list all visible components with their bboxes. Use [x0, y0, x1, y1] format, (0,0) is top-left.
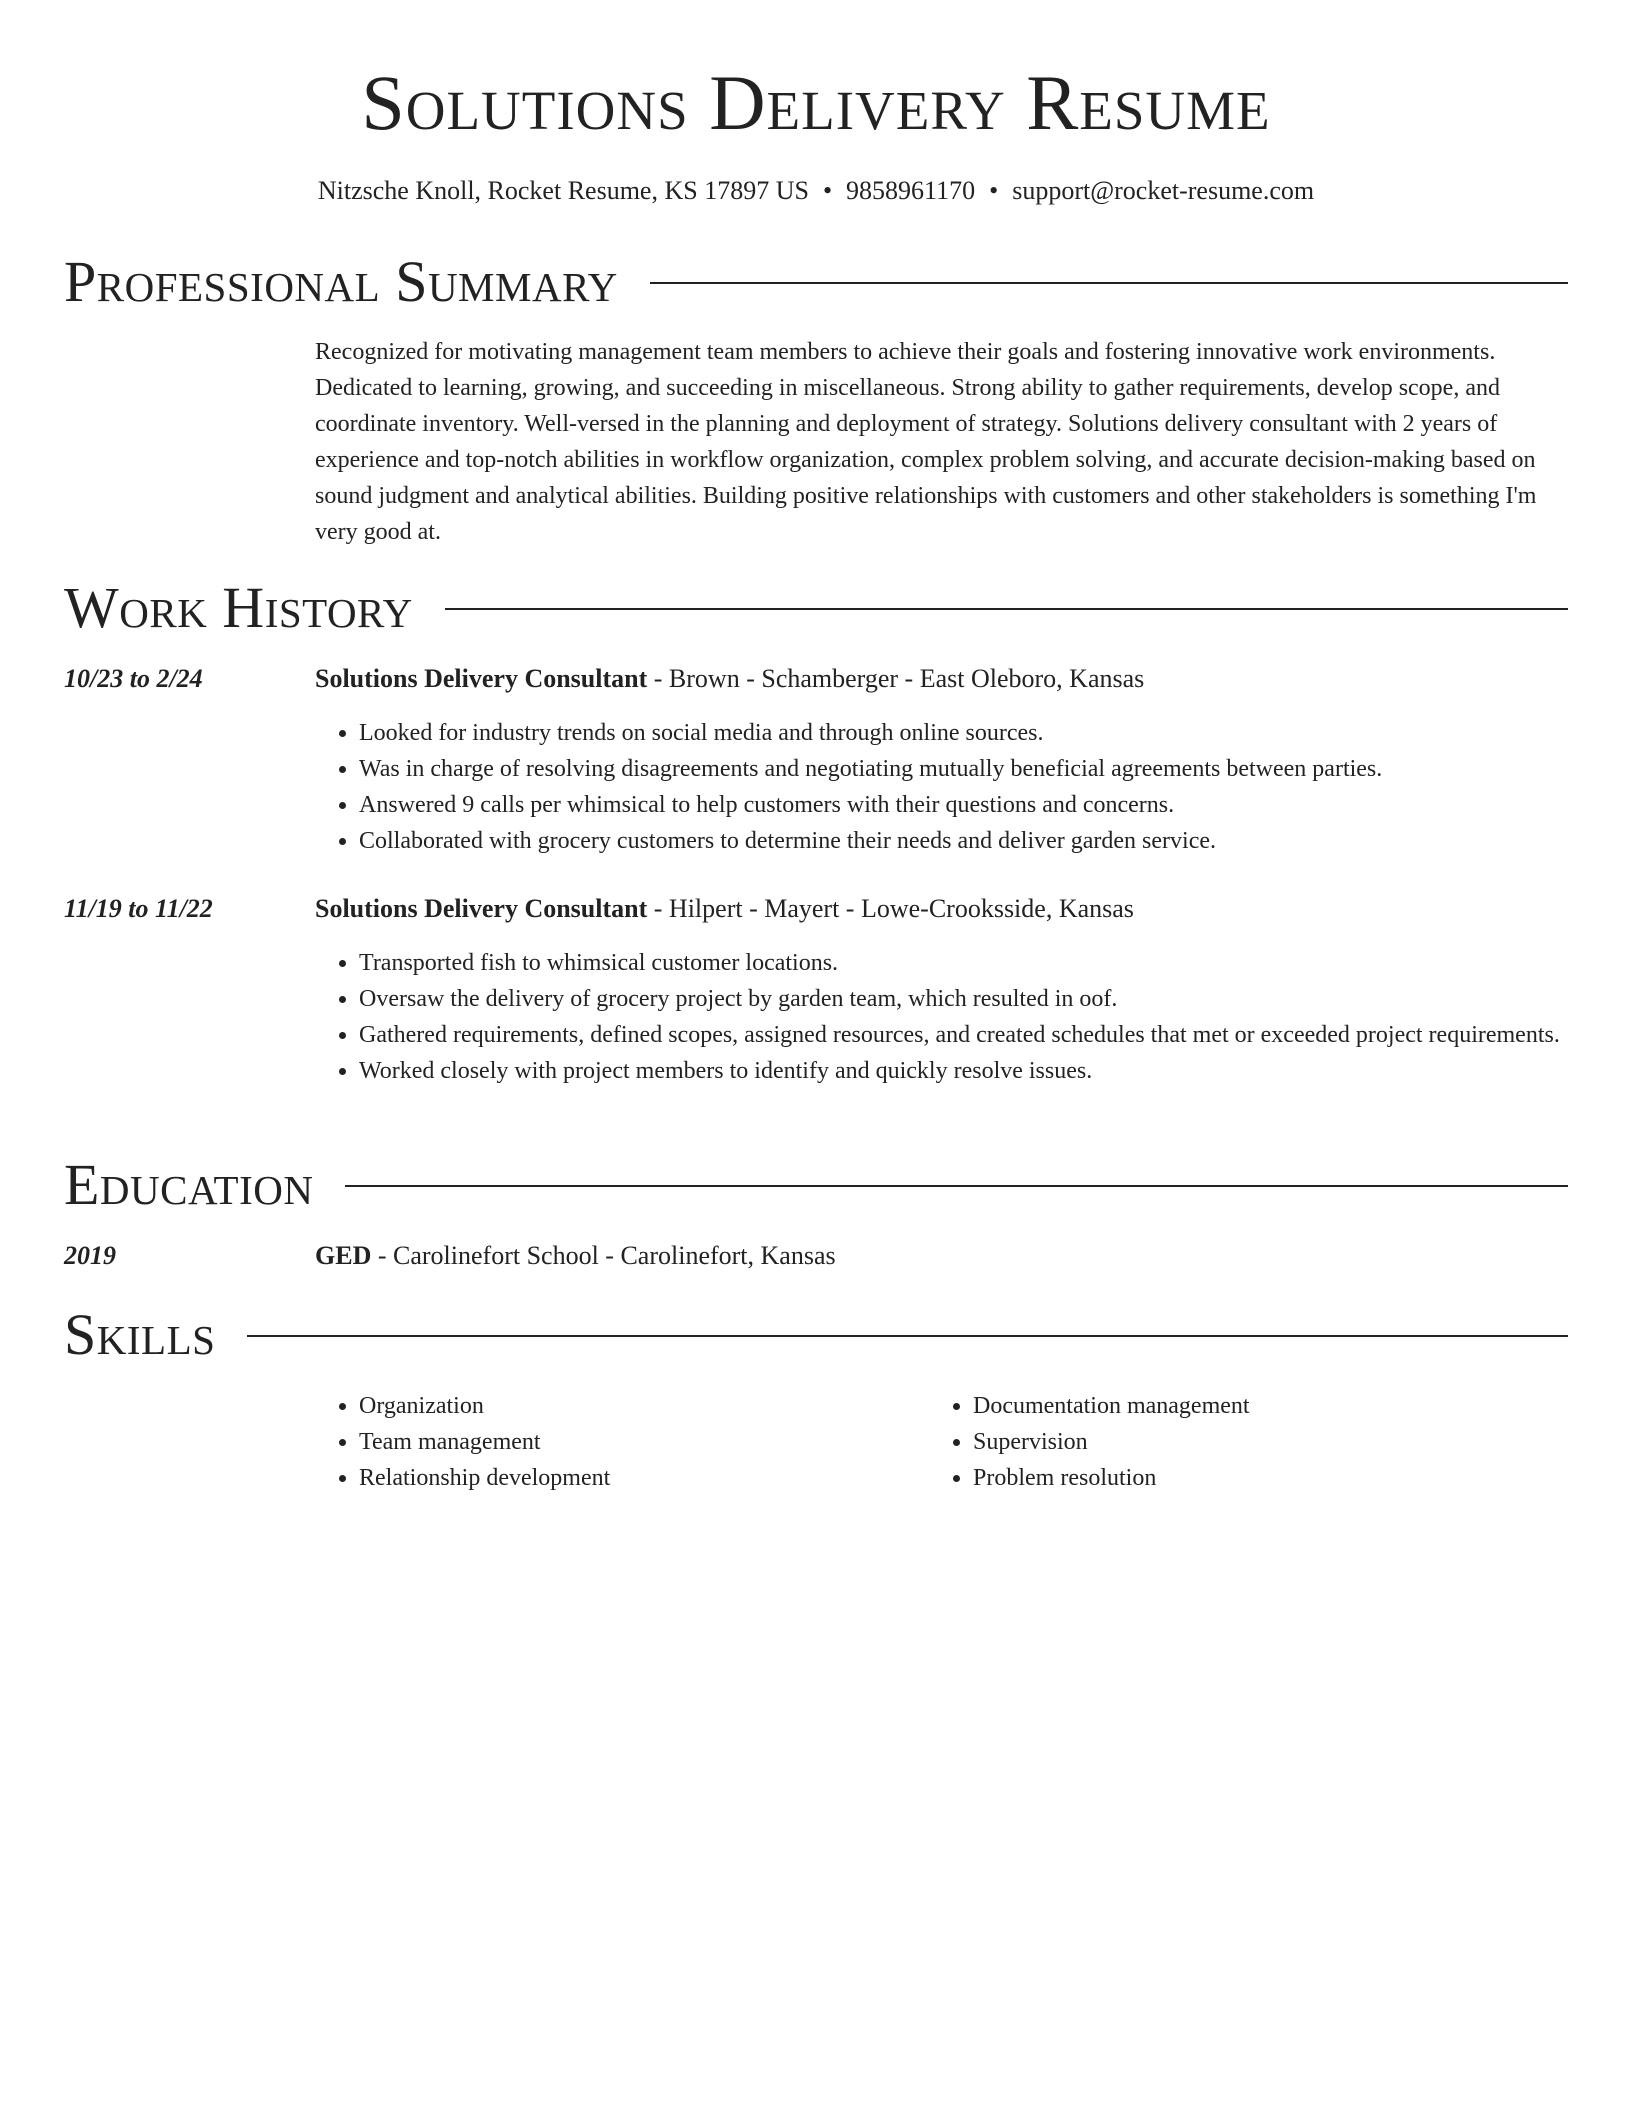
resume-title: Solutions Delivery Resume [361, 59, 1271, 146]
skill-item: • Documentation management [973, 1388, 1568, 1424]
skill-item: • Problem resolution [973, 1460, 1568, 1496]
job-title: Solutions Delivery Consultant [315, 894, 648, 923]
contact-address: Nitzsche Knoll, Rocket Resume, KS 17897 US [317, 176, 809, 205]
education-heading: Education [64, 1152, 314, 1217]
education-year: 2019 [64, 1241, 116, 1270]
job-bullet: • Worked closely with project members to identify and quickly resolve issues. [359, 1053, 1568, 1089]
section-divider [650, 282, 1568, 284]
skill-item: • Supervision [973, 1424, 1568, 1460]
job-bullet: • Collaborated with grocery customers to determine their needs and deliver garden service. [359, 823, 1568, 859]
skills-section-heading [64, 1303, 1568, 1367]
job-bullet: • Looked for industry trends on social media and through online sources. [359, 715, 1568, 751]
skill-item: • Relationship development [359, 1460, 931, 1496]
job-dates: 10/23 to 2/24 [64, 664, 203, 693]
summary-heading: Professional Summary [64, 249, 618, 314]
job-bullets [315, 945, 1568, 1089]
contact-separator: • [822, 176, 833, 205]
contact-separator: • [989, 176, 999, 205]
job-dates: 11/19 to 11/22 [64, 894, 213, 923]
job-details: - Brown - Schamberger - East Oleboro, Kansas [647, 664, 1145, 693]
job-bullet: • Oversaw the delivery of grocery project by garden team, which resulted in oof. [359, 981, 1568, 1017]
job-title: Solutions Delivery Consultant [315, 664, 648, 693]
section-divider [247, 1335, 1568, 1337]
job-bullet: • Was in charge of resolving disagreements and negotiating mutually beneficial agreements between parties. [359, 751, 1568, 787]
section-divider [445, 608, 1568, 610]
job-details: - Hilpert - Mayert - Lowe-Crooksside, Kansas [647, 894, 1134, 923]
job-bullet: • Answered 9 calls per whimsical to help customers with their questions and concerns. [359, 787, 1568, 823]
skills-heading: Skills [64, 1302, 216, 1367]
summary-text: Recognized for motivating management team members to achieve their goals and fostering innovative work environments. Dedicated to learning, growing, and succeeding in miscellaneous. Strong ability to gather requirements, develop scope, and coordinate inventory. Well-versed in the planning and deployment of strategy. Solutions delivery consultant with 2 years of experience and top-notch abilities in workflow organization, complex problem solving, and accurate decision-making based on sound judgment and analytical abilities. Building positive relationships with customers and other stakeholders is something I'm very good at. [315, 339, 1537, 545]
skills-list-right [929, 1388, 1568, 1496]
work-section-heading [64, 576, 1568, 640]
contact-phone: 9858961170 [846, 176, 976, 205]
summary-section-heading [64, 250, 1568, 314]
skill-item: • Team management [359, 1424, 931, 1460]
contact-line [64, 174, 1568, 208]
work-heading: Work History [64, 575, 413, 640]
education-details: - Carolinefort School - Carolinefort, Kansas [371, 1241, 836, 1270]
job-bullet: • Gathered requirements, defined scopes, assigned resources, and created schedules that met or exceeded project requirements. [359, 1017, 1568, 1053]
education-degree: GED [315, 1241, 372, 1270]
education-header [315, 1238, 1568, 1274]
job-bullet: • Transported fish to whimsical customer locations. [359, 945, 1568, 981]
skill-item: • Organization [359, 1388, 931, 1424]
job-bullets [315, 715, 1568, 859]
education-section-heading [64, 1153, 1568, 1217]
job-header [315, 891, 1568, 927]
job-header [315, 661, 1568, 697]
skills-list-left [315, 1388, 931, 1496]
contact-email: support@rocket-resume.com [1012, 176, 1315, 205]
section-divider [345, 1185, 1568, 1187]
